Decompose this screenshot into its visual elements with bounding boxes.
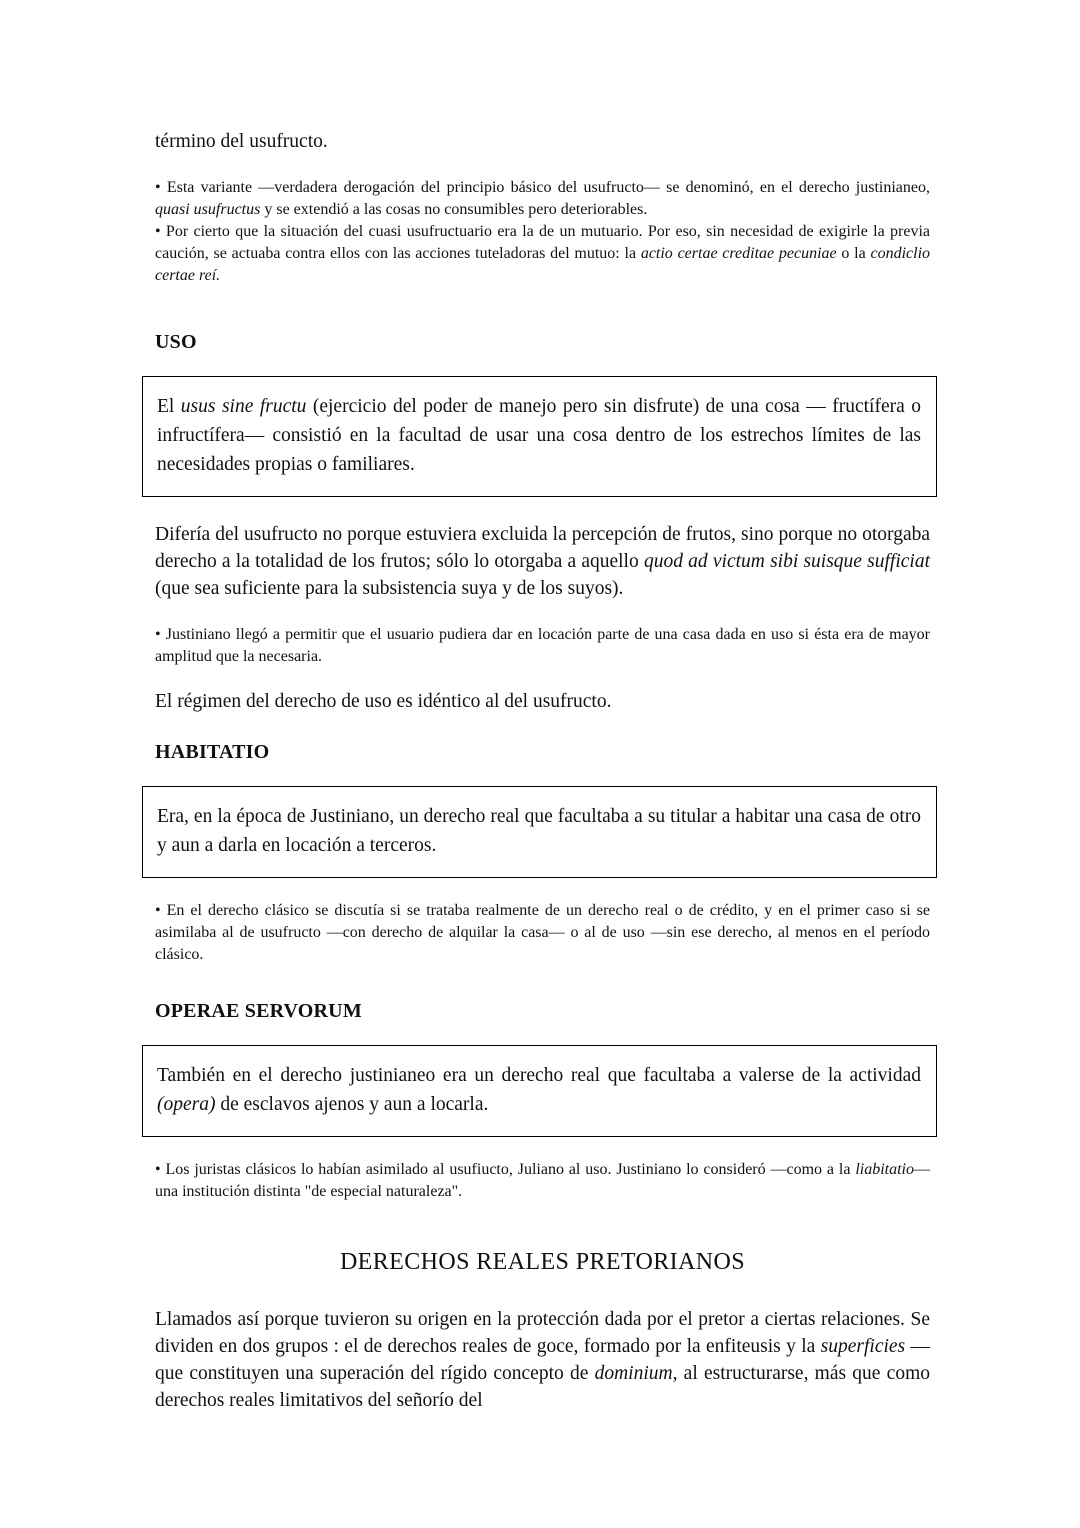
paragraph-diferia: Difería del usufructo no porque estuviera excluida la percepción de frutos, sino porque no otorgaba derecho a la totalidad de los frutos; sólo lo otorgaba a aquello quod ad victum sibi suisque sufficiat (que sea suficiente para la subsistencia suya y de los suyos). [155,524,931,599]
note-block-quasi-usufructus [155,177,930,287]
section-heading-habitatio: HABITATIO [155,741,270,763]
chapter-heading-derechos-reales-pretorianos: DERECHOS REALES PRETORIANOS [339,1249,746,1275]
note-block-derecho-clasico [155,900,930,966]
section-heading-uso: USO [155,331,197,353]
note-paragraph: • Esta variante —verdadera derogación del principio básico del usufructo— se denominó, en el derecho justinianeo, quasi usufructus y se extendió a las cosas no consumibles pero deteriorables. [155,179,930,218]
note-paragraph: • Justiniano llegó a permitir que el usuario pudiera dar en locación parte de una casa dada en uso si ésta era de mayor amplitud que la necesaria. [155,626,930,665]
definition-text: Era, en la época de Justiniano, un derecho real que facultaba a su titular a habitar una casa de otro y aun a darla en locación a terceros. [157,806,921,856]
note-block-juristas-clasicos [155,1159,930,1203]
opening-line: término del usufructo. [155,131,328,152]
note-paragraph: • Por cierto que la situación del cuasi usufructuario era la de un mutuario. Por eso, sin necesidad de exigirle la previa caución, se actuaba contra ellos con las acciones tuteladoras del mutuo: la actio certae creditae pecuniae o la condiclio certae reí. [155,223,931,284]
definition-text: También en el derecho justinianeo era un derecho real que facultaba a valerse de la actividad (opera) de esclavos ajenos y aun a locarla. [157,1065,921,1115]
definition-text: El usus sine fructu (ejercicio del poder de manejo pero sin disfrute) de una cosa — fructífera o infructífera— consistió en la facultad de usar una cosa dentro de los estrechos límites de las necesidades propias o familiares. [157,396,921,475]
paragraph-llamados-asi: Llamados así porque tuvieron su origen en la protección dada por el pretor a ciertas relaciones. Se dividen en dos grupos : el de derechos reales de goce, formado por la enfiteusis y la superficies —que constituyen una superación del rígido concepto de dominium, al estructurarse, más que como derechos reales limitativos del señorío del [155,1309,931,1411]
paragraph-regimen: El régimen del derecho de uso es idéntico al del usufructo. [155,691,612,712]
note-paragraph: • Los juristas clásicos lo habían asimilado al usufiucto, Juliano al uso. Justiniano lo consideró —como a la liabitatio— una institución distinta "de especial naturaleza". [155,1161,930,1200]
definition-box-habitatio [142,786,937,878]
definition-box-operae-servorum [142,1045,937,1137]
note-block-justiniano [155,624,930,668]
section-heading-operae-servorum: OPERAE SERVORUM [155,1000,362,1022]
definition-box-uso [142,376,937,497]
note-paragraph: • En el derecho clásico se discutía si se trataba realmente de un derecho real o de crédito, y en el primer caso si se asimilaba al de usufructo —con derecho de alquilar la casa— o al de uso —sin ese derecho, al menos en el período clásico. [155,902,930,963]
